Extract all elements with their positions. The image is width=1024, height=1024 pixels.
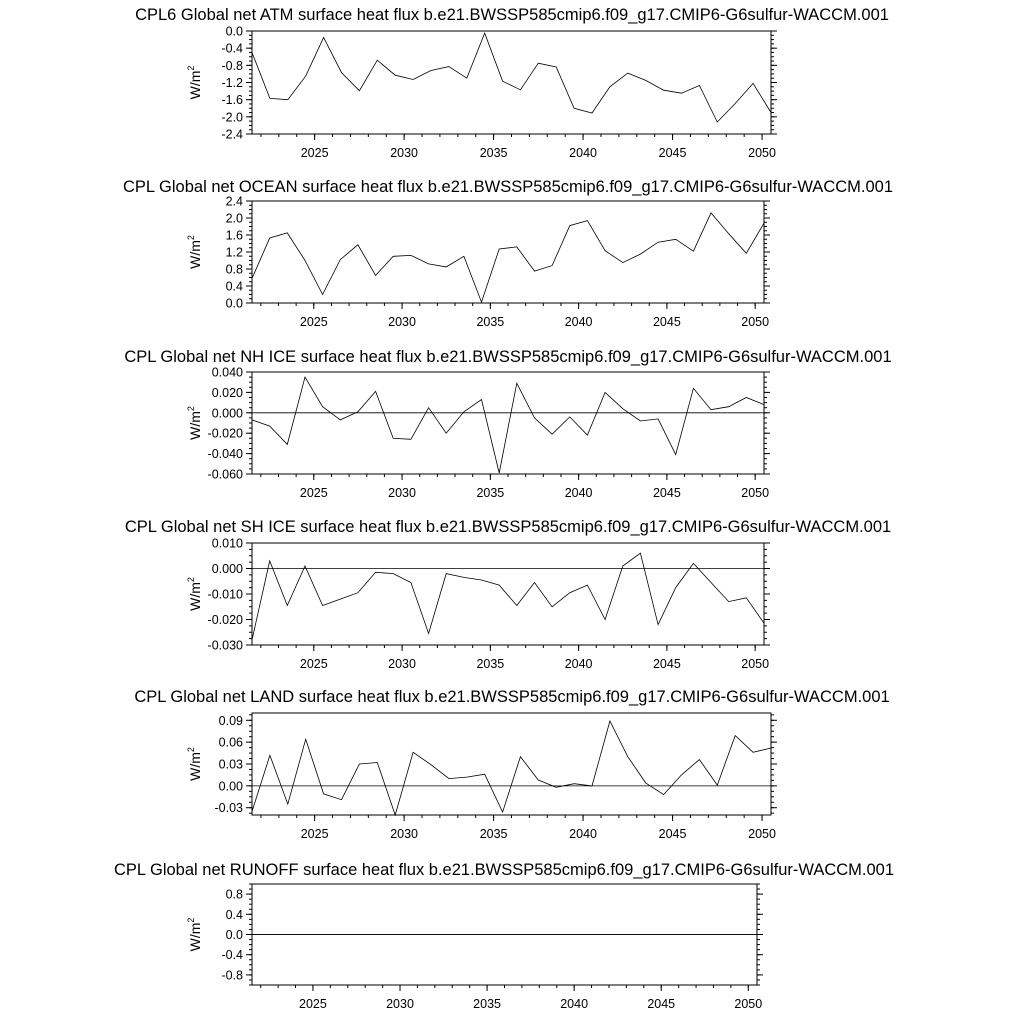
y-tick-label: 0.06	[218, 735, 243, 750]
series-line	[252, 33, 771, 122]
plot-frame	[252, 201, 764, 303]
y-tick-label: 0.00	[218, 779, 243, 794]
y-tick-label: 0.010	[211, 536, 243, 551]
x-tick-label: 2025	[300, 827, 329, 841]
y-axis-label	[186, 747, 203, 781]
x-tick-label: 2025	[299, 315, 328, 329]
chart-title: CPL Global net SH ICE surface heat flux b.e21.BWSSP585cmip6.f09_g17.CMIP6-G6sulfur-WACCM.001	[124, 518, 892, 536]
y-axis-label-superscript: 2	[186, 65, 196, 71]
x-tick-label: 2050	[741, 315, 770, 329]
y-axis-label-unit: W/m	[187, 752, 203, 781]
y-tick-label: 0.020	[211, 385, 243, 400]
y-tick-label: -0.03	[214, 801, 243, 816]
x-tick-label: 2030	[388, 315, 416, 329]
y-axis-label	[186, 235, 203, 269]
y-tick-label: 2.0	[225, 211, 243, 226]
y-axis-label	[186, 66, 203, 100]
plot-frame	[252, 372, 764, 474]
x-tick-label: 2050	[734, 997, 763, 1011]
x-tick-label: 2040	[564, 486, 593, 500]
x-tick-label: 2030	[390, 146, 419, 160]
y-tick-label: 0.000	[211, 562, 243, 576]
x-tick-label: 2045	[652, 657, 681, 671]
y-tick-label: -0.040	[207, 447, 243, 462]
y-tick-label: -2.0	[221, 110, 243, 125]
x-tick-label: 2040	[569, 827, 597, 841]
plot-frame	[252, 31, 771, 134]
x-tick-label: 2025	[299, 997, 327, 1011]
y-axis-label	[186, 406, 203, 440]
x-tick-label: 2050	[741, 657, 770, 671]
x-tick-label: 2040	[564, 657, 593, 671]
y-tick-label: -0.030	[207, 638, 243, 653]
chart-panel-4	[125, 518, 891, 671]
x-tick-label: 2040	[560, 997, 589, 1011]
y-tick-label: -1.2	[221, 76, 243, 90]
y-tick-label: 0.8	[225, 887, 243, 902]
y-axis-label-unit: W/m	[187, 70, 203, 100]
x-tick-label: 2025	[300, 146, 329, 160]
y-axis-label	[186, 577, 203, 611]
y-tick-label: 0.8	[225, 262, 243, 277]
y-axis-label-superscript: 2	[186, 747, 196, 753]
y-tick-label: -0.010	[207, 587, 243, 602]
x-tick-label: 2035	[479, 146, 508, 160]
y-tick-label: 0.0	[225, 928, 243, 942]
x-tick-label: 2030	[390, 827, 419, 841]
y-tick-label: -0.020	[207, 426, 243, 441]
y-tick-label: 0.0	[225, 296, 243, 311]
y-axis-label-superscript: 2	[186, 406, 196, 412]
y-tick-label: 2.4	[225, 194, 243, 209]
y-axis-label	[186, 918, 203, 952]
chart-panel-3	[124, 348, 891, 500]
y-axis-label-unit: W/m	[187, 240, 203, 269]
x-tick-label: 2045	[658, 146, 687, 160]
chart-title: CPL Global net NH ICE surface heat flux b.e21.BWSSP585cmip6.f09_g17.CMIP6-G6sulfur-WACCM.001	[124, 348, 892, 366]
chart-title: CPL Global net RUNOFF surface heat flux b.e21.BWSSP585cmip6.f09_g17.CMIP6-G6sulfur-WACCM.001	[113, 861, 895, 879]
series-line	[252, 721, 771, 815]
chart-panel-1	[135, 6, 889, 160]
y-tick-label: -0.8	[221, 968, 243, 983]
y-axis-label-unit: W/m	[187, 922, 203, 952]
y-tick-label: 0.0	[225, 24, 243, 39]
y-tick-label: 1.2	[225, 245, 243, 260]
chart-panel-2	[123, 178, 893, 329]
x-tick-label: 2045	[652, 315, 681, 329]
y-tick-label: -0.4	[221, 41, 243, 56]
plot-frame	[252, 543, 764, 645]
chart-title: CPL Global net LAND surface heat flux b.e21.BWSSP585cmip6.f09_g17.CMIP6-G6sulfur-WACCM.001	[134, 688, 890, 706]
y-tick-label: 0.4	[225, 907, 243, 922]
chart-title: CPL Global net OCEAN surface heat flux b.e21.BWSSP585cmip6.f09_g17.CMIP6-G6sulfur-WACCM.001	[122, 178, 894, 196]
x-tick-label: 2035	[473, 997, 501, 1011]
y-tick-label: 0.03	[218, 757, 243, 772]
y-tick-label: -0.060	[207, 467, 243, 482]
x-tick-label: 2035	[476, 657, 505, 671]
y-tick-label: -0.8	[221, 58, 243, 73]
y-tick-label: -2.4	[221, 127, 243, 142]
y-axis-label-superscript: 2	[186, 917, 196, 923]
y-tick-label: -0.020	[207, 613, 243, 627]
x-tick-label: 2030	[388, 657, 416, 671]
y-axis-label-unit: W/m	[187, 411, 203, 440]
chart-panel-5	[134, 688, 889, 841]
x-tick-label: 2040	[564, 315, 593, 329]
y-tick-label: 0.4	[225, 279, 243, 294]
y-tick-label: -0.4	[221, 948, 243, 963]
x-tick-label: 2045	[658, 827, 687, 841]
y-axis-label-superscript: 2	[186, 577, 196, 583]
x-tick-label: 2035	[479, 827, 508, 841]
series-line	[252, 213, 764, 302]
x-tick-label: 2035	[476, 315, 505, 329]
x-tick-label: 2050	[748, 146, 776, 160]
y-axis-label-unit: W/m	[187, 582, 203, 611]
y-tick-label: 0.09	[218, 713, 243, 728]
x-tick-label: 2030	[388, 486, 416, 500]
x-tick-label: 2050	[748, 827, 776, 841]
y-tick-label: 1.6	[225, 228, 243, 243]
x-tick-label: 2040	[569, 146, 597, 160]
x-tick-label: 2050	[741, 486, 770, 500]
x-tick-label: 2030	[386, 997, 414, 1011]
plot-frame	[252, 713, 771, 815]
series-line	[252, 377, 764, 473]
x-tick-label: 2025	[299, 657, 328, 671]
x-tick-label: 2025	[299, 486, 328, 500]
x-tick-label: 2045	[652, 486, 681, 500]
chart-title: CPL6 Global net ATM surface heat flux b.e21.BWSSP585cmip6.f09_g17.CMIP6-G6sulfur-WACCM.001	[135, 6, 889, 24]
x-tick-label: 2035	[476, 486, 505, 500]
y-tick-label: 0.040	[211, 365, 243, 380]
y-tick-label: -1.6	[221, 93, 243, 108]
y-axis-label-superscript: 2	[186, 235, 196, 241]
y-tick-label: 0.000	[211, 406, 243, 421]
chart-panel-6	[114, 861, 894, 1011]
series-line	[252, 553, 764, 640]
x-tick-label: 2045	[647, 997, 676, 1011]
